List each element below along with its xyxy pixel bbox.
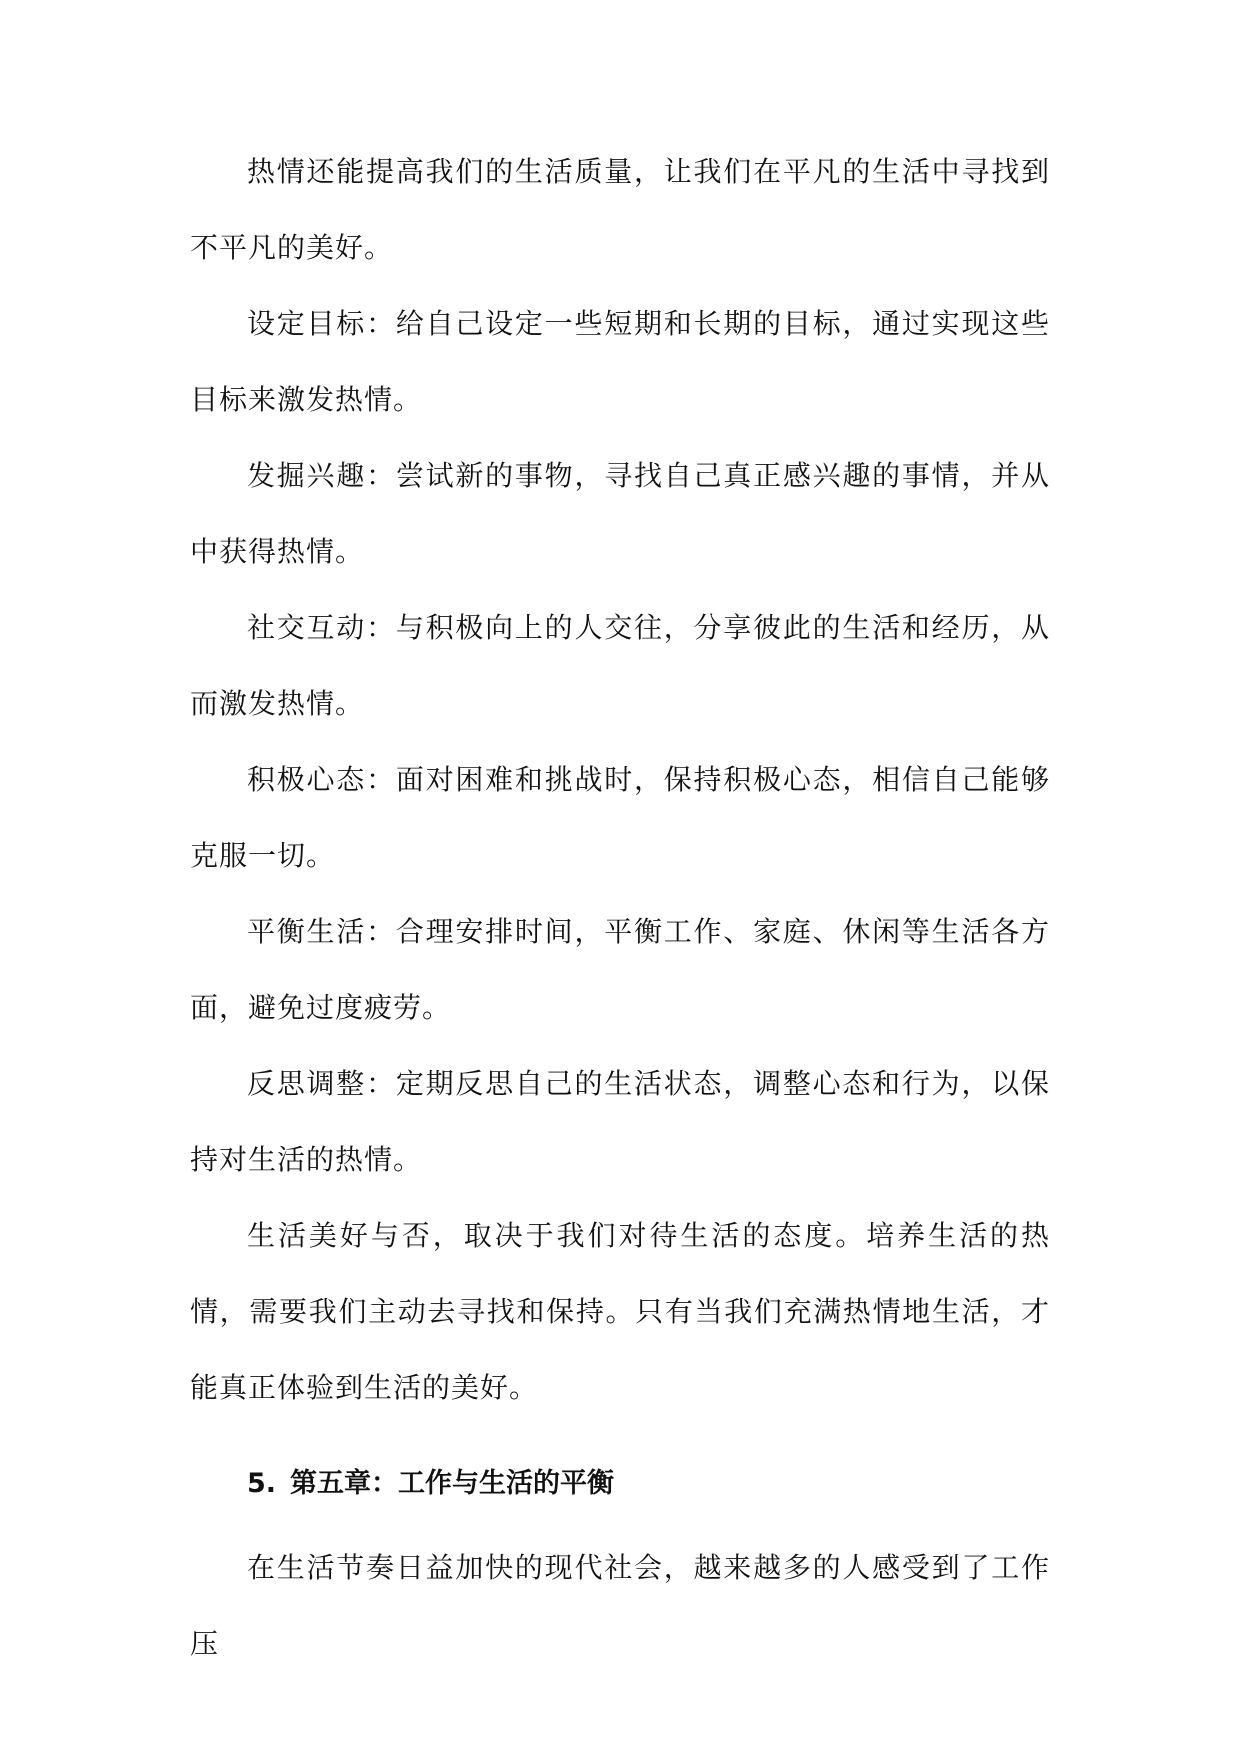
paragraph: 设定目标：给自己设定一些短期和长期的目标，通过实现这些目标来激发热情。 (190, 307, 1050, 416)
paragraph: 社交互动：与积极向上的人交往，分享彼此的生活和经历，从而激发热情。 (190, 611, 1050, 720)
body-text-section-1 (190, 134, 1050, 1426)
paragraph: 积极心态：面对困难和挑战时，保持积极心态，相信自己能够克服一切。 (190, 763, 1050, 872)
paragraph: 发掘兴趣：尝试新的事物，寻找自己真正感兴趣的事情，并从中获得热情。 (190, 459, 1050, 568)
body-text-section-2 (190, 1530, 1050, 1682)
chapter-number: 5. (247, 1468, 277, 1499)
paragraph: 热情还能提高我们的生活质量，让我们在平凡的生活中寻找到不平凡的美好。 (190, 155, 1050, 264)
chapter-heading (247, 1464, 614, 1504)
paragraph: 反思调整：定期反思自己的生活状态，调整心态和行为，以保持对生活的热情。 (190, 1067, 1050, 1176)
paragraph: 平衡生活：合理安排时间，平衡工作、家庭、休闲等生活各方面，避免过度疲劳。 (190, 915, 1050, 1024)
paragraph: 生活美好与否，取决于我们对待生活的态度。培养生活的热情，需要我们主动去寻找和保持。只有当我们充满热情地生活，才能真正体验到生活的美好。 (190, 1219, 1050, 1404)
chapter-title: 第五章：工作与生活的平衡 (290, 1468, 615, 1499)
paragraph: 在生活节奏日益加快的现代社会，越来越多的人感受到了工作压 (190, 1551, 1050, 1660)
